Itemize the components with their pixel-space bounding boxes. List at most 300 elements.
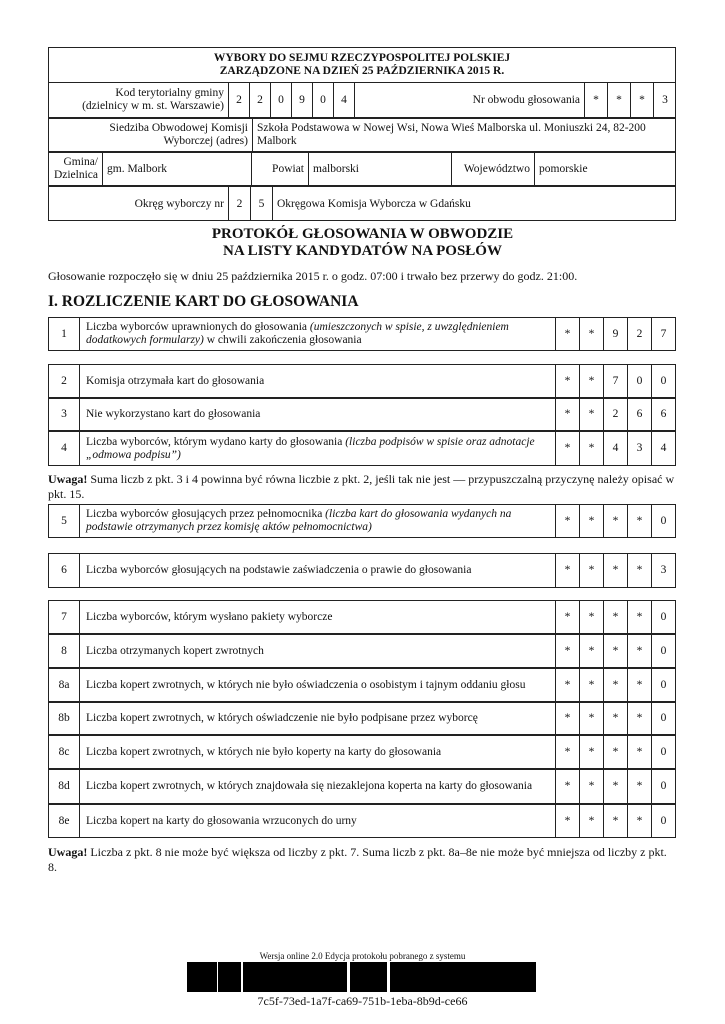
item-digit: * [604, 635, 628, 668]
barcode-bar [332, 962, 333, 992]
barcode-bar [463, 962, 465, 992]
barcode-bar [424, 962, 426, 992]
barcode-bar [487, 962, 489, 992]
item-row [48, 634, 676, 668]
obwod-digit: * [608, 83, 631, 118]
barcode-bar [221, 962, 223, 992]
barcode-bar [351, 962, 353, 992]
okreg-row [48, 186, 676, 221]
barcode-bar [378, 962, 380, 992]
teryt-digit: 2 [229, 83, 250, 118]
barcode-bar [310, 962, 312, 992]
item-digit: * [580, 432, 604, 466]
barcode-bar [333, 962, 336, 992]
barcode-bar [273, 962, 276, 992]
barcode-bar [529, 962, 532, 992]
barcode-bar [380, 962, 381, 992]
barcode-bar [355, 962, 356, 992]
barcode-bar [489, 962, 491, 992]
item-digit: 7 [652, 318, 676, 351]
barcode-bar [269, 962, 270, 992]
teryt-row [48, 82, 676, 118]
item-row [48, 317, 676, 351]
barcode-bar [277, 962, 280, 992]
barcode-bar [368, 962, 370, 992]
okreg-value: Okręgowa Komisja Wyborcza w Gdańsku [273, 187, 677, 222]
teryt-digit: 0 [313, 83, 334, 118]
barcode-bar [479, 962, 480, 992]
barcode-bar [190, 962, 191, 992]
item-row [48, 398, 676, 431]
barcode-bar [323, 962, 325, 992]
item-description: Liczba kopert na karty do głosowania wrzuconych do urny [80, 805, 556, 838]
barcode-bar [499, 962, 500, 992]
barcode-bar [386, 962, 387, 992]
barcode-bar [263, 962, 265, 992]
item-digit: * [580, 669, 604, 702]
barcode-bar [317, 962, 320, 992]
barcode-bar [315, 962, 317, 992]
item-description: Nie wykorzystano kart do głosowania [80, 399, 556, 431]
barcode-bar [218, 962, 220, 992]
item-digit: * [580, 318, 604, 351]
barcode-bar [270, 962, 272, 992]
barcode-bar [363, 962, 364, 992]
item-digit: 4 [604, 432, 628, 466]
barcode-bar [406, 962, 407, 992]
barcode-bar [475, 962, 478, 992]
barcode-bar [250, 962, 252, 992]
barcode-bar [485, 962, 487, 992]
item-row [48, 668, 676, 702]
item-description: Liczba wyborców uprawnionych do głosowania (umieszczonych w spisie, z uwzględnieniem dodatkowych formularzy) w chwili zakończenia głosowania [80, 318, 556, 351]
item-digit: * [604, 505, 628, 538]
item-digit: * [580, 399, 604, 431]
barcode-bar [440, 962, 443, 992]
item-digit: * [580, 703, 604, 735]
barcode-bar [506, 962, 509, 992]
item-digit: 9 [604, 318, 628, 351]
barcode-bar [467, 962, 469, 992]
barcode-bar [283, 962, 284, 992]
item-row [48, 735, 676, 769]
item-digit: * [628, 805, 652, 838]
item-digit: 0 [628, 365, 652, 398]
item-digit: * [628, 736, 652, 769]
barcode-bar [412, 962, 414, 992]
item-digit: 0 [652, 635, 676, 668]
item-digit: * [628, 703, 652, 735]
siedziba-label: Siedziba Obwodowej Komisji Wyborczej (adres) [48, 119, 253, 152]
barcode-bar [465, 962, 467, 992]
barcode-bar [527, 962, 529, 992]
barcode-bar [336, 962, 337, 992]
barcode-bar [247, 962, 250, 992]
barcode-bar [200, 962, 203, 992]
item-digit: * [556, 669, 580, 702]
barcode-bar [460, 962, 463, 992]
barcode-bar [239, 962, 241, 992]
barcode-bar [320, 962, 323, 992]
obwod-digit: * [631, 83, 654, 118]
barcode-bar [399, 962, 401, 992]
barcode-bar [296, 962, 298, 992]
barcode-bar [524, 962, 527, 992]
barcode-bar [356, 962, 358, 992]
barcode-bar [439, 962, 440, 992]
barcode-bar [515, 962, 516, 992]
item-digit: * [556, 399, 580, 431]
item-digit: * [580, 365, 604, 398]
barcode-bar [339, 962, 342, 992]
barcode-bar [243, 962, 246, 992]
barcode-bar [469, 962, 471, 992]
barcode-bar [455, 962, 458, 992]
barcode-bar [409, 962, 412, 992]
barcode-bar [401, 962, 403, 992]
barcode-bar [484, 962, 485, 992]
item-row [48, 364, 676, 398]
item-row [48, 600, 676, 634]
barcode-bar [298, 962, 301, 992]
item-digit: 6 [628, 399, 652, 431]
item-digit: * [556, 805, 580, 838]
item-number: 8b [49, 703, 80, 735]
election-title: WYBORY DO SEJMU RZECZYPOSPOLITEJ POLSKIEJ ZARZĄDZONE NA DZIEŃ 25 PAŹDZIERNIKA 2015 R. [213, 52, 511, 77]
item-description: Liczba kopert zwrotnych, w których nie było oświadczenia o osobistym i tajnym oddaniu głosu [80, 669, 556, 702]
item-digit: * [556, 318, 580, 351]
barcode-bar [458, 962, 460, 992]
barcode-bar [216, 962, 217, 992]
barcode-bar [452, 962, 455, 992]
barcode-icon [186, 962, 538, 992]
warning-note-2: Uwaga! Liczba z pkt. 8 nie może być większa od liczby z pkt. 7. Suma liczb z pkt. 8a–8e nie może być mniejsza od liczby z pkt. 8. [48, 845, 667, 874]
barcode-bar [289, 962, 291, 992]
barcode-bar [480, 962, 483, 992]
barcode-bar [285, 962, 287, 992]
barcode-bar [233, 962, 234, 992]
footer-version: Wersja online 2.0 Edycja protokołu pobranego z systemu [259, 951, 466, 961]
item-digit: * [628, 601, 652, 634]
obwod-digit: 3 [654, 83, 677, 118]
item-digit: * [604, 669, 628, 702]
barcode-bar [473, 962, 475, 992]
barcode-bar [433, 962, 434, 992]
barcode-bar [415, 962, 417, 992]
item-digit: 0 [652, 669, 676, 702]
barcode-bar [337, 962, 339, 992]
item-row [48, 431, 676, 466]
item-description: Liczba wyborców, którym wydano karty do głosowania (liczba podpisów w spisie oraz adnotacje „odmowa podpisu”) [80, 432, 556, 466]
barcode-bar [437, 962, 439, 992]
barcode-bar [483, 962, 484, 992]
item-description: Liczba kopert zwrotnych, w których oświadczenie nie było podpisane przez wyborcę [80, 703, 556, 735]
item-description: Liczba wyborców głosujących na podstawie zaświadczenia o prawie do głosowania [80, 554, 556, 588]
barcode-bar [187, 962, 188, 992]
barcode-bar [397, 962, 399, 992]
item-digit: * [580, 736, 604, 769]
barcode-bar [374, 962, 377, 992]
barcode-bar [261, 962, 263, 992]
warning-note-1: Uwaga! Suma liczb z pkt. 3 i 4 powinna być równa liczbie z pkt. 2, jeśli tak nie jest — przypuszczalną przyczynę należy opisać w pkt. 15. [48, 472, 675, 501]
item-digit: * [556, 432, 580, 466]
barcode-bar [230, 962, 233, 992]
barcode-bar [495, 962, 498, 992]
barcode-bar [312, 962, 315, 992]
barcode-bar [491, 962, 492, 992]
barcode-bar [414, 962, 415, 992]
item-digit: 0 [652, 365, 676, 398]
item-digit: 0 [652, 703, 676, 735]
item-row [48, 804, 676, 838]
section-title: I. ROZLICZENIE KART DO GŁOSOWANIA [48, 293, 359, 310]
item-digit: 0 [652, 770, 676, 804]
barcode-bar [391, 962, 393, 992]
item-digit: * [628, 770, 652, 804]
item-description: Komisja otrzymała kart do głosowania [80, 365, 556, 398]
barcode-bar [518, 962, 520, 992]
item-number: 7 [49, 601, 80, 634]
barcode-bar [420, 962, 423, 992]
barcode-bar [287, 962, 289, 992]
barcode-bar [228, 962, 230, 992]
barcode-bar [434, 962, 437, 992]
item-digit: * [580, 505, 604, 538]
barcode-bar [498, 962, 499, 992]
item-digit: * [604, 601, 628, 634]
gmina-value: gm. Malbork [103, 153, 252, 186]
barcode-bar [342, 962, 344, 992]
item-digit: 3 [652, 554, 676, 588]
barcode-bar [377, 962, 378, 992]
barcode-bar [534, 962, 536, 992]
barcode-bar [500, 962, 501, 992]
item-digit: * [556, 554, 580, 588]
barcode-bar [447, 962, 450, 992]
barcode-bar [214, 962, 216, 992]
barcode-bar [423, 962, 424, 992]
barcode-bar [471, 962, 473, 992]
siedziba-row [48, 118, 676, 152]
item-digit: * [604, 736, 628, 769]
barcode-bar [246, 962, 247, 992]
location-row [48, 152, 676, 186]
barcode-bar [367, 962, 368, 992]
barcode-bar [265, 962, 268, 992]
protocol-title: PROTOKÓŁ GŁOSOWANIA W OBWODZIE NA LISTY KANDYDATÓW NA POSŁÓW [211, 226, 514, 259]
barcode-bar [350, 962, 351, 992]
barcode-bar [370, 962, 373, 992]
item-description: Liczba kopert zwrotnych, w których znajdowała się niezaklejona koperta na karty do głosowania [80, 770, 556, 804]
barcode-bar [364, 962, 367, 992]
barcode-bar [207, 962, 210, 992]
item-digit: 0 [652, 736, 676, 769]
barcode-bar [522, 962, 524, 992]
barcode-bar [513, 962, 515, 992]
teryt-digit: 9 [292, 83, 313, 118]
item-number: 8c [49, 736, 80, 769]
barcode-bar [236, 962, 238, 992]
item-description: Liczba wyborców głosujących przez pełnomocnika (liczba kart do głosowania wydanych na podstawie otrzymanych przez komisję aktów pełnomocnictwa) [80, 505, 556, 538]
barcode-bar [381, 962, 382, 992]
item-digit: * [604, 805, 628, 838]
barcode-bar [220, 962, 221, 992]
barcode-bar [385, 962, 386, 992]
item-row [48, 553, 676, 588]
item-digit: 4 [652, 432, 676, 466]
barcode-bar [272, 962, 273, 992]
barcode-bar [373, 962, 374, 992]
barcode-bar [345, 962, 346, 992]
item-number: 8d [49, 770, 80, 804]
barcode-bar [203, 962, 204, 992]
barcode-bar [430, 962, 433, 992]
wojewodztwo-label: Województwo [452, 153, 535, 186]
barcode-bar [307, 962, 310, 992]
item-digit: * [556, 703, 580, 735]
barcode-bar [346, 962, 347, 992]
barcode-bar [293, 962, 294, 992]
item-description: Liczba wyborców, którym wysłano pakiety wyborcze [80, 601, 556, 634]
item-number: 1 [49, 318, 80, 351]
barcode-bar [353, 962, 354, 992]
barcode-bar [329, 962, 332, 992]
item-digit: 6 [652, 399, 676, 431]
item-digit: * [556, 635, 580, 668]
barcode-bar [446, 962, 447, 992]
siedziba-value: Szkoła Podstawowa w Nowej Wsi, Nowa Wieś Malborska ul. Moniuszki 24, 82-200 Malbork [253, 119, 677, 152]
obwod-digit: * [585, 83, 608, 118]
okreg-digit: 2 [229, 187, 251, 222]
barcode-bar [354, 962, 355, 992]
barcode-bar [223, 962, 226, 992]
item-number: 4 [49, 432, 80, 466]
barcode-bar [291, 962, 292, 992]
item-digit: 2 [628, 318, 652, 351]
teryt-digit: 0 [271, 83, 292, 118]
barcode-bar [210, 962, 211, 992]
barcode-bar [492, 962, 495, 992]
item-number: 6 [49, 554, 80, 588]
barcode-bar [403, 962, 406, 992]
barcode-bar [235, 962, 236, 992]
item-number: 8e [49, 805, 80, 838]
okreg-label: Okręg wyborczy nr [48, 187, 229, 222]
item-digit: 3 [628, 432, 652, 466]
item-description: Liczba otrzymanych kopert zwrotnych [80, 635, 556, 668]
barcode-bar [358, 962, 360, 992]
barcode-bar [532, 962, 534, 992]
item-digit: * [580, 805, 604, 838]
barcode-bar [188, 962, 190, 992]
voting-hours-text: Głosowanie rozpoczęło się w dniu 25 października 2015 r. o godz. 07:00 i trwało bez przerwy do godz. 21:00. [48, 269, 578, 283]
item-number: 8 [49, 635, 80, 668]
item-row [48, 504, 676, 538]
item-number: 2 [49, 365, 80, 398]
barcode-bar [503, 962, 506, 992]
barcode-bar [390, 962, 391, 992]
obwod-label: Nr obwodu głosowania [355, 83, 585, 118]
barcode-bar [395, 962, 397, 992]
powiat-label: Powiat [252, 153, 309, 186]
barcode-bar [478, 962, 479, 992]
barcode-bar [302, 962, 304, 992]
teryt-digit: 4 [334, 83, 355, 118]
item-digit: * [556, 770, 580, 804]
barcode-bar [450, 962, 452, 992]
barcode-bar [325, 962, 328, 992]
item-digit: 0 [652, 805, 676, 838]
item-digit: * [580, 635, 604, 668]
item-row [48, 769, 676, 804]
barcode-bar [276, 962, 277, 992]
item-digit: * [580, 554, 604, 588]
okreg-digit: 5 [251, 187, 273, 222]
barcode-bar [520, 962, 522, 992]
barcode-bar [255, 962, 258, 992]
wojewodztwo-value: pomorskie [535, 153, 677, 186]
barcode-bar [197, 962, 200, 992]
barcode-bar [194, 962, 197, 992]
item-digit: * [628, 554, 652, 588]
barcode-bar [252, 962, 255, 992]
item-digit: * [628, 669, 652, 702]
barcode-bar [360, 962, 363, 992]
barcode-bar [301, 962, 302, 992]
barcode-bar [212, 962, 214, 992]
barcode-bar [268, 962, 269, 992]
barcode-bar [382, 962, 385, 992]
barcode-bar [238, 962, 239, 992]
barcode-bar [304, 962, 307, 992]
item-digit: * [556, 365, 580, 398]
item-digit: 0 [652, 601, 676, 634]
barcode-bar [211, 962, 212, 992]
item-digit: * [556, 601, 580, 634]
item-digit: * [556, 505, 580, 538]
barcode-bar [516, 962, 518, 992]
item-digit: * [628, 635, 652, 668]
barcode-bar [292, 962, 293, 992]
barcode-bar [417, 962, 420, 992]
barcode-bar [510, 962, 513, 992]
powiat-value: malborski [309, 153, 452, 186]
item-number: 8a [49, 669, 80, 702]
item-description: Liczba kopert zwrotnych, w których nie było koperty na karty do głosowania [80, 736, 556, 769]
barcode-bar [501, 962, 503, 992]
teryt-label: Kod terytorialny gminy (dzielnicy w m. st. Warszawie) [48, 83, 229, 118]
gmina-label: Gmina/ Dzielnica [48, 153, 103, 186]
barcode-bar [191, 962, 194, 992]
barcode-bar [328, 962, 329, 992]
item-digit: * [580, 770, 604, 804]
barcode-bar [344, 962, 345, 992]
barcode-bar [280, 962, 283, 992]
barcode-bar [258, 962, 261, 992]
barcode-bar [443, 962, 446, 992]
barcode-bar [234, 962, 235, 992]
barcode-bar [284, 962, 285, 992]
header-box [48, 47, 676, 221]
barcode-bar [294, 962, 296, 992]
item-digit: * [604, 770, 628, 804]
item-digit: * [628, 505, 652, 538]
barcode-bar [226, 962, 228, 992]
teryt-digit: 2 [250, 83, 271, 118]
item-row [48, 702, 676, 735]
barcode-bar [204, 962, 207, 992]
item-number: 5 [49, 505, 80, 538]
